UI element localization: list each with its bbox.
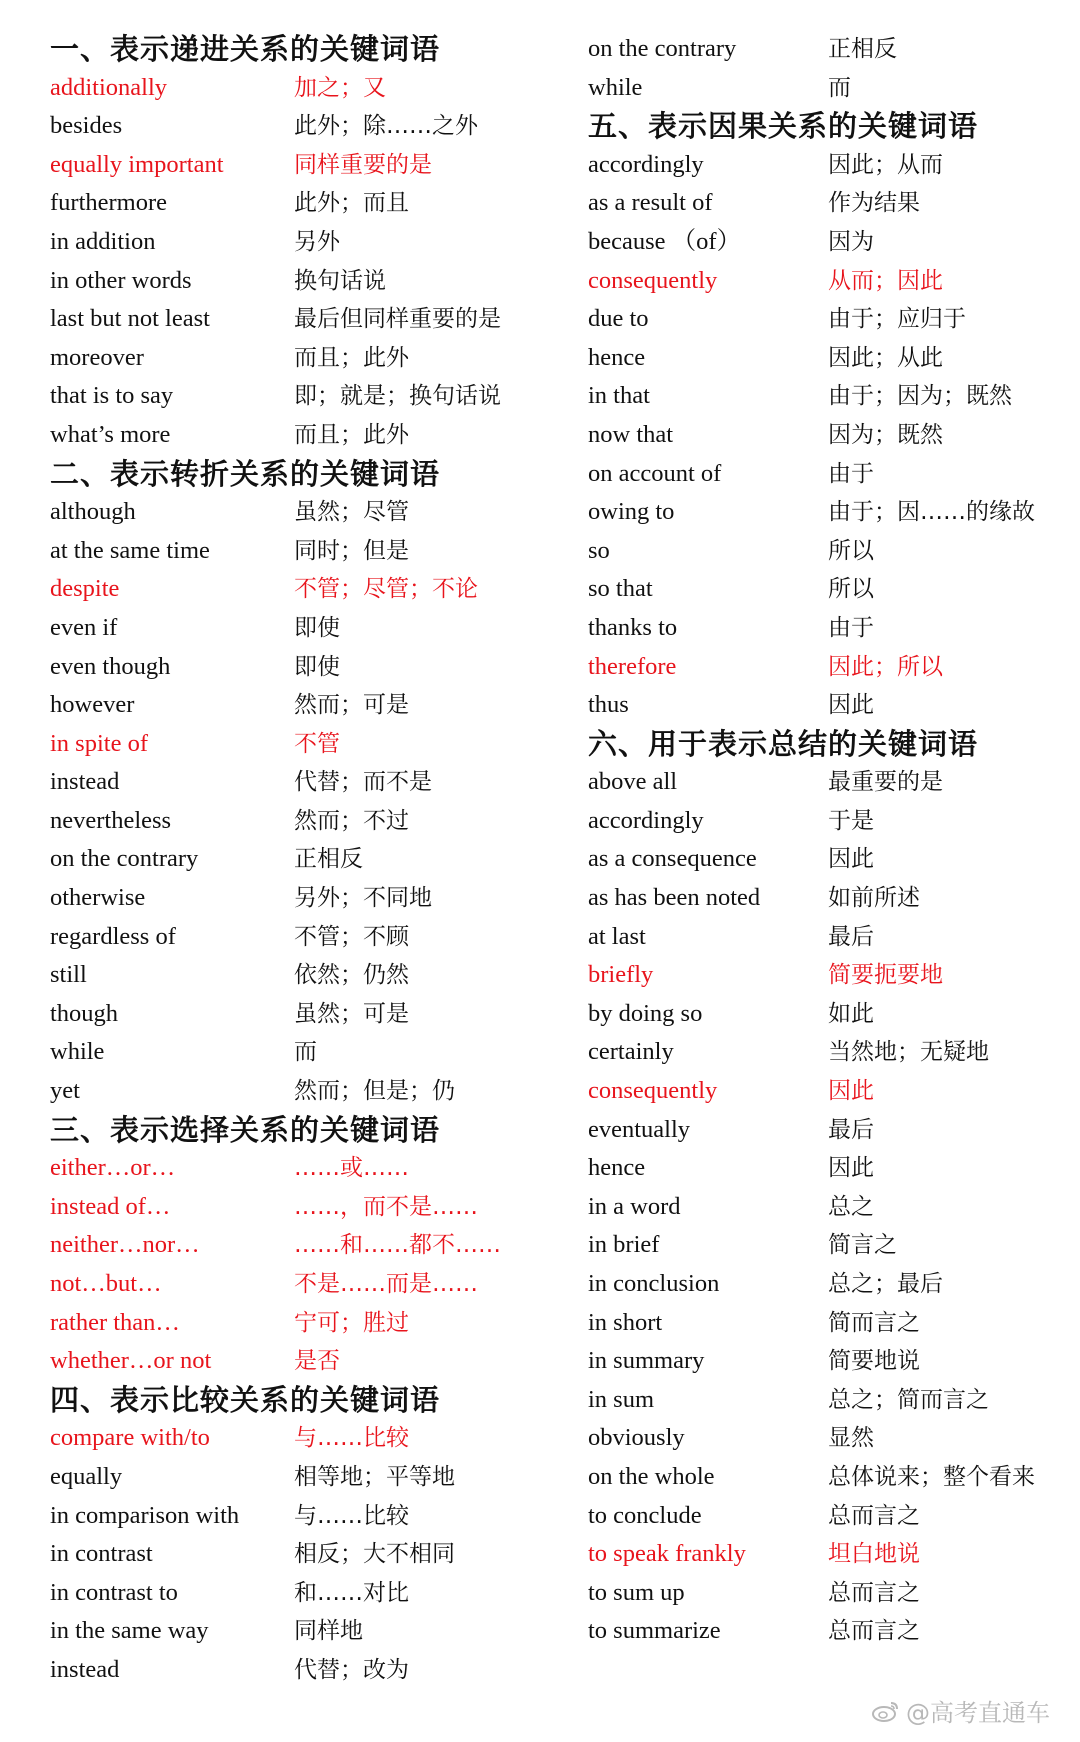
english-term: eventually (588, 1115, 691, 1143)
english-term: accordingly (588, 150, 704, 178)
english-term: as has been noted (588, 884, 761, 912)
chinese-meaning: 不管 (294, 730, 340, 757)
english-term: therefore (588, 652, 677, 680)
vocab-entry (588, 956, 1068, 995)
vocab-entry (50, 648, 550, 687)
chinese-meaning: 因此；所以 (828, 653, 943, 680)
english-term: by doing so (588, 999, 703, 1027)
chinese-meaning: ……或…… (294, 1155, 409, 1182)
section-heading: 三、表示选择关系的关键词语 (50, 1112, 441, 1147)
vocab-entry (588, 262, 1068, 301)
english-term: at the same time (50, 536, 210, 564)
vocab-entry (50, 532, 550, 571)
english-term: while (50, 1038, 105, 1066)
english-term: consequently (588, 266, 718, 294)
english-term: above all (588, 768, 678, 796)
vocab-entry (588, 1304, 1068, 1343)
chinese-meaning: 简而言之 (828, 1309, 920, 1336)
chinese-meaning: 换句话说 (294, 267, 386, 294)
english-term: thanks to (588, 613, 678, 641)
english-term: in the same way (50, 1617, 209, 1645)
chinese-meaning: 此外；而且 (294, 190, 409, 217)
chinese-meaning: 当然地；无疑地 (828, 1039, 989, 1066)
english-term: equally important (50, 150, 224, 178)
english-term: neither…nor… (50, 1231, 200, 1259)
english-term: yet (50, 1077, 80, 1105)
section-heading: 一、表示递进关系的关键词语 (50, 32, 441, 66)
english-term: although (50, 498, 136, 526)
chinese-meaning: 由于 (828, 460, 874, 487)
english-term: accordingly (588, 806, 704, 834)
english-term: that is to say (50, 382, 174, 410)
vocab-entry (588, 1381, 1068, 1420)
english-term: either…or… (50, 1154, 176, 1182)
chinese-meaning: 虽然；尽管 (294, 499, 409, 526)
english-term: in contrast to (50, 1578, 178, 1606)
vocab-entry (588, 1419, 1068, 1458)
chinese-meaning: 相等地；平等地 (294, 1463, 455, 1490)
english-term: on the contrary (50, 845, 199, 873)
english-term: to conclude (588, 1501, 702, 1529)
chinese-meaning: 最后 (828, 1116, 874, 1143)
english-term: because （of） (588, 227, 742, 255)
vocab-entry (50, 69, 550, 108)
section-heading: 四、表示比较关系的关键词语 (50, 1382, 441, 1417)
chinese-meaning: 最重要的是 (828, 769, 943, 796)
chinese-meaning: 然而；不过 (294, 807, 409, 834)
vocab-entry (588, 300, 1068, 339)
chinese-meaning: 然而；可是 (294, 692, 409, 719)
chinese-meaning: 正相反 (828, 36, 897, 62)
vocab-entry (50, 570, 550, 609)
chinese-meaning: 代替；改为 (294, 1656, 409, 1683)
chinese-meaning: 最后 (828, 923, 874, 950)
english-term: at last (588, 922, 646, 950)
vocab-entry (588, 570, 1068, 609)
english-term: in conclusion (588, 1270, 720, 1297)
english-term: briefly (588, 961, 654, 989)
weibo-icon (872, 1700, 900, 1722)
chinese-meaning: 因此 (828, 1155, 874, 1182)
english-term: even though (50, 652, 171, 680)
chinese-meaning: 如前所述 (828, 885, 920, 912)
english-term: in spite of (50, 729, 148, 757)
chinese-meaning: 不管；不顾 (294, 923, 409, 950)
section-heading: 二、表示转折关系的关键词语 (50, 456, 441, 491)
vocab-entry (588, 339, 1068, 378)
chinese-meaning: 简要地说 (828, 1348, 920, 1375)
vocab-entry (588, 840, 1068, 879)
english-term: in that (588, 382, 650, 410)
english-term: hence (588, 1154, 646, 1182)
vocab-entry (50, 802, 550, 841)
chinese-meaning: 同样重要的是 (294, 151, 432, 178)
chinese-meaning: 而且；此外 (294, 421, 409, 448)
chinese-meaning: 由于 (828, 614, 874, 641)
chinese-meaning: 于是 (828, 807, 874, 834)
english-term: nevertheless (50, 806, 172, 834)
vocab-entry (588, 763, 1068, 802)
chinese-meaning: 总而言之 (828, 1618, 920, 1645)
english-term: hence (588, 343, 646, 371)
english-term: however (50, 691, 135, 719)
english-term: besides (50, 112, 123, 140)
chinese-meaning: 而 (828, 74, 851, 101)
english-term: what’s more (50, 420, 171, 448)
vocab-entry (588, 69, 1068, 108)
vocab-entry (50, 339, 550, 378)
vocab-entry (588, 918, 1068, 957)
vocab-entry (50, 1342, 550, 1381)
vocab-entry (588, 1149, 1068, 1188)
chinese-meaning: 宁可；胜过 (294, 1309, 409, 1336)
chinese-meaning: 而且；此外 (294, 344, 409, 371)
english-term: now that (588, 420, 674, 448)
english-term: on account of (588, 459, 722, 487)
chinese-meaning: 总之；简而言之 (828, 1386, 989, 1413)
vocab-entry (50, 1226, 550, 1265)
vocab-entry (588, 879, 1068, 918)
chinese-meaning: 如此 (828, 1000, 874, 1027)
vocab-entry (50, 956, 550, 995)
vocab-entry (50, 1033, 550, 1072)
english-term: obviously (588, 1424, 685, 1452)
english-term: in a word (588, 1192, 681, 1220)
watermark (872, 1693, 1050, 1728)
chinese-meaning: 总之 (828, 1193, 874, 1220)
watermark-text: @高考直通车 (906, 1699, 1050, 1727)
english-term: certainly (588, 1038, 674, 1066)
english-term: as a result of (588, 189, 713, 217)
chinese-meaning: 因为；既然 (828, 421, 943, 448)
vocab-entry (588, 30, 1068, 69)
english-term: despite (50, 575, 120, 603)
vocab-entry (588, 1574, 1068, 1613)
chinese-meaning: 不管；尽管；不论 (294, 576, 478, 603)
chinese-meaning: 因此；从此 (828, 344, 943, 371)
english-term: so (588, 536, 610, 564)
vocab-entry (50, 1188, 550, 1227)
vocab-entry (50, 763, 550, 802)
english-term: consequently (588, 1077, 718, 1105)
english-term: moreover (50, 343, 144, 371)
vocab-entry (50, 1574, 550, 1613)
vocab-entry (50, 1419, 550, 1458)
chinese-meaning: 因为 (828, 228, 874, 255)
chinese-meaning: 坦白地说 (828, 1541, 920, 1568)
chinese-meaning: 显然 (828, 1425, 874, 1452)
vocab-entry (588, 493, 1068, 532)
english-term: in contrast (50, 1540, 153, 1568)
vocab-entry (50, 1458, 550, 1497)
chinese-meaning: 同样地 (294, 1618, 363, 1645)
chinese-meaning: 另外；不同地 (294, 885, 432, 912)
vocab-entry (588, 995, 1068, 1034)
chinese-meaning: 即使 (294, 653, 340, 680)
english-term: instead of… (50, 1192, 171, 1220)
vocab-entry (588, 1612, 1068, 1651)
chinese-meaning: 另外 (294, 228, 340, 255)
vocab-entry (50, 146, 550, 185)
chinese-meaning: 所以 (828, 576, 874, 603)
english-term: still (50, 961, 87, 989)
chinese-meaning: 因此 (828, 692, 874, 719)
chinese-meaning: 因此 (828, 846, 874, 873)
chinese-meaning: 所以 (828, 537, 874, 564)
vocab-entry (588, 609, 1068, 648)
english-term: last but not least (50, 305, 210, 333)
vocab-entry (588, 223, 1068, 262)
vocab-entry (588, 532, 1068, 571)
english-term: in brief (588, 1231, 660, 1259)
english-term: even if (50, 613, 118, 641)
vocab-entry (588, 1265, 1068, 1304)
chinese-meaning: 此外；除……之外 (294, 113, 478, 140)
vocab-entry (50, 840, 550, 879)
english-term: additionally (50, 73, 168, 101)
vocab-entry (50, 493, 550, 532)
vocab-entry (588, 686, 1068, 725)
vocab-entry (50, 184, 550, 223)
english-term: equally (50, 1462, 123, 1490)
english-term: furthermore (50, 189, 167, 217)
vocab-entry (50, 1072, 550, 1111)
vocab-entry (50, 416, 550, 455)
vocab-entry (588, 1497, 1068, 1536)
chinese-meaning: 与……比较 (294, 1425, 409, 1452)
chinese-meaning: 由于；因……的缘故 (828, 499, 1035, 526)
english-term: in short (588, 1308, 663, 1336)
english-term: to speak frankly (588, 1540, 746, 1568)
chinese-meaning: 由于；应归于 (828, 306, 966, 333)
vocab-entry (50, 1535, 550, 1574)
vocab-entry (50, 609, 550, 648)
chinese-meaning: 即；就是；换句话说 (294, 383, 501, 410)
right-column (588, 30, 1068, 1651)
english-term: to sum up (588, 1578, 685, 1606)
vocab-entry (50, 725, 550, 764)
chinese-meaning: 代替；而不是 (294, 769, 432, 796)
chinese-meaning: 是否 (294, 1348, 340, 1375)
english-term: otherwise (50, 884, 146, 912)
vocab-entry (588, 1072, 1068, 1111)
vocab-entry (588, 1342, 1068, 1381)
chinese-meaning: 总而言之 (828, 1502, 920, 1529)
vocab-entry (588, 648, 1068, 687)
chinese-meaning: 与……比较 (294, 1502, 409, 1529)
vocab-entry (588, 146, 1068, 185)
english-term: not…but… (50, 1270, 162, 1297)
chinese-meaning: ……和……都不…… (294, 1232, 501, 1259)
english-term: in other words (50, 266, 192, 294)
vocab-entry (588, 1458, 1068, 1497)
vocab-entry (50, 1651, 550, 1690)
chinese-meaning: 简言之 (828, 1232, 897, 1259)
chinese-meaning: 和……对比 (294, 1579, 409, 1606)
chinese-meaning: 因此 (828, 1078, 874, 1105)
vocab-entry (50, 223, 550, 262)
english-term: in sum (588, 1385, 655, 1413)
vocab-entry (588, 1535, 1068, 1574)
english-term: regardless of (50, 922, 176, 950)
english-term: so that (588, 575, 653, 603)
vocab-entry (50, 879, 550, 918)
chinese-meaning: 正相反 (294, 846, 363, 873)
vocab-entry (50, 1497, 550, 1536)
english-term: in addition (50, 227, 156, 255)
vocab-entry (588, 802, 1068, 841)
chinese-meaning: 从而；因此 (828, 267, 943, 294)
vocab-entry (50, 686, 550, 725)
english-term: on the contrary (588, 35, 737, 62)
chinese-meaning: 虽然；可是 (294, 1000, 409, 1027)
english-term: instead (50, 1655, 120, 1683)
chinese-meaning: 最后但同样重要的是 (294, 306, 501, 333)
english-term: owing to (588, 498, 675, 526)
section-heading: 六、用于表示总结的关键词语 (588, 726, 979, 761)
english-term: in comparison with (50, 1501, 240, 1529)
vocab-entry (50, 1612, 550, 1651)
chinese-meaning: 因此；从而 (828, 151, 943, 178)
vocab-entry (588, 1111, 1068, 1150)
english-term: in summary (588, 1347, 705, 1375)
english-term: compare with/to (50, 1424, 210, 1452)
vocab-entry (50, 262, 550, 301)
vocab-entry (588, 1033, 1068, 1072)
vocab-entry (588, 1226, 1068, 1265)
vocab-entry (50, 377, 550, 416)
chinese-meaning: 依然；仍然 (294, 962, 409, 989)
chinese-meaning: 简要扼要地 (828, 962, 943, 989)
vocab-entry (50, 300, 550, 339)
chinese-meaning: 由于；因为；既然 (828, 383, 1012, 410)
english-term: as a consequence (588, 845, 757, 873)
chinese-meaning: 同时；但是 (294, 537, 409, 564)
chinese-meaning: 不是……而是…… (294, 1271, 478, 1297)
vocab-entry (50, 1265, 550, 1304)
english-term: while (588, 73, 643, 101)
chinese-meaning: 作为结果 (828, 190, 920, 217)
vocab-entry (50, 1304, 550, 1343)
chinese-meaning: 即使 (294, 614, 340, 641)
chinese-meaning: 而 (294, 1039, 317, 1066)
english-term: instead (50, 768, 120, 796)
vocab-entry (50, 1149, 550, 1188)
chinese-meaning: 然而；但是；仍 (294, 1078, 455, 1105)
english-term: due to (588, 305, 649, 333)
chinese-meaning: 总体说来；整个看来 (828, 1463, 1035, 1490)
chinese-meaning: 相反；大不相同 (294, 1541, 455, 1568)
english-term: rather than… (50, 1308, 180, 1336)
english-term: thus (588, 691, 629, 719)
vocab-entry (588, 184, 1068, 223)
vocab-entry (50, 107, 550, 146)
vocab-entry (50, 995, 550, 1034)
chinese-meaning: ……，而不是…… (294, 1193, 478, 1220)
vocab-entry (588, 416, 1068, 455)
english-term: on the whole (588, 1462, 715, 1490)
vocab-entry (50, 918, 550, 957)
english-term: whether…or not (50, 1347, 212, 1375)
chinese-meaning: 总之；最后 (828, 1271, 943, 1297)
english-term: though (50, 999, 119, 1027)
vocab-entry (588, 377, 1068, 416)
chinese-meaning: 加之；又 (294, 74, 386, 101)
english-term: to summarize (588, 1617, 721, 1645)
chinese-meaning: 总而言之 (828, 1579, 920, 1606)
vocab-entry (588, 455, 1068, 494)
vocab-entry (588, 1188, 1068, 1227)
section-heading: 五、表示因果关系的关键词语 (588, 109, 979, 144)
left-column (50, 30, 550, 1690)
